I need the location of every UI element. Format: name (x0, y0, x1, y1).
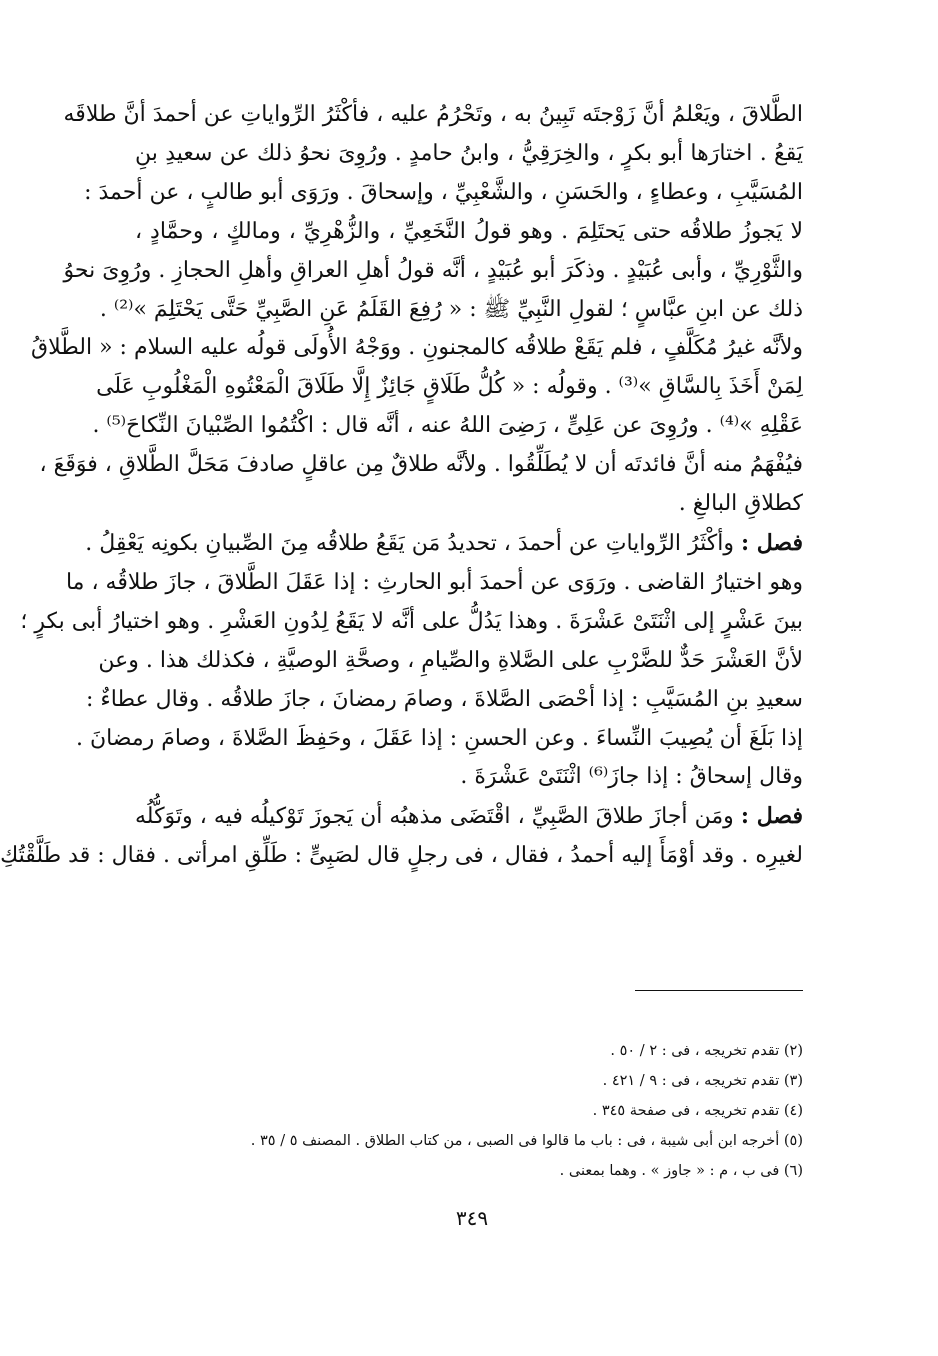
text-line: وأكْثَرُ الرِّواياتِ عن أحمدَ ، تحديدُ مَن يَقَعُ طلاقُه مِنَ الصِّبيانِ بكونِه يَعْقِلُ . (85, 530, 734, 556)
text-line: لا يَجوزُ طلاقُه حتى يَحتَلِمَ . وهو قولُ النَّخَعِيِّ ، والزُّهْرِيِّ ، ومالكٍ ، وحمَّادٍ ، (135, 218, 803, 244)
text-line: لغيرِه . وقد أوْمَأَ إليه أحمدُ ، فقال ، فى رجلٍ قال لصَبِىٍّ : طَلِّقِ امرأتى . فقال : قد طَلَّقْتُكِ (0, 843, 803, 869)
text-line: يَقعُ . اختارَها أبو بكرٍ ، والخِرَقِيُّ ، وابنُ حامدٍ . ورُوِىَ نحوُ ذلك عن سعيدِ بنِ (135, 140, 803, 166)
page-number: ٣٤٩ (455, 1206, 489, 1230)
text-line: كطلاقِ البالغِ . (678, 491, 803, 517)
text-line: الطَّلاقَ ، ويَعْلمُ أنَّ زَوْجتَه تَبِينُ به ، وتَحْرُمُ عليه ، فأكْثَرُ الرِّواياتِ عن أحمدَ أنَّ طلاقَه (63, 102, 803, 127)
text-line: وقال إسحاقُ : إذا جازَ⁽⁶⁾ اثْنَتَىْ عَشْرَةَ . (460, 764, 803, 790)
footnote: (٥) أخرجه ابن أبى شيبة ، فى : باب ما قالوا فى الصبى ، من كتاب الطلاق . المصنف ٥ / ٣٥ . (250, 1133, 803, 1149)
text-line: عَقْلِهِ »⁽⁴⁾ . ورُوِىَ عن عَلِىٍّ ، رَضِىَ اللهُ عنه ، أنَّه قال : اكْتُمُوا الصِّبْيانَ النِّكاحَ⁽⁵⁾ . (92, 413, 803, 439)
text-line: فيُفْهَمُ منه أنَّ فائدتَه أن لا يُطَلِّقُوا . ولأنَّه طلاقٌ مِن عاقلٍ صادفَ مَحَلَّ الطَّلاقِ ، فوَقَعَ ، (39, 452, 803, 478)
footnotes (135, 1036, 803, 1186)
main-text (0, 96, 803, 876)
text-line: لِمَنْ أَخَذَ بِالسَّاقِ »⁽³⁾ . وقولُه : « كُلُّ طَلَاقٍ جَائِزٌ إِلَّا طَلَاقَ الْمَعْتُوهِ الْمَغْلُوبِ عَلَى (96, 374, 803, 400)
text-line: لأنَّ العَشْرَ حَدٌّ للضَّرْبِ على الصَّلاةِ والصِّيامِ ، وصحَّةِ الوصيَّةِ ، فكذلك هذا . وعن (98, 647, 803, 673)
text-line: إذا بَلَغَ أن يُصِيبَ النِّساءَ . وعن الحسنِ : إذا عَقَلَ ، وحَفِظَ الصَّلاةَ ، وصامَ رمضانَ . (75, 725, 803, 751)
text-line: ومَن أجازَ طلاقَ الصَّبِيِّ ، اقْتَضَى مذهبُه أن يَجوزَ تَوْكيلُه فيه ، وتَوَكُّلُه (135, 804, 734, 830)
text-line: ذلك عن ابنِ عبَّاسٍ ؛ لقولِ النَّبِيِّ ﷺ : « رُفِعَ القَلَمُ عَنِ الصَّبِيِّ حَتَّى يَحْتَلِمَ »⁽²⁾ . (99, 296, 803, 322)
section-first-line (85, 524, 803, 564)
footnote: (٦) فى ب ، م : « جاوز » . وهما بمعنى . (559, 1163, 803, 1179)
footnote: (٢) تقدم تخريجه ، فى : ٢ / ٥٠ . (610, 1043, 803, 1059)
footnote: (٤) تقدم تخريجه ، فى صفحة ٣٤٥ . (592, 1103, 803, 1119)
text-line: سعيدِ بنِ المُسَيَّبِ : إذا أحْصَى الصَّلاةَ ، وصامَ رمضانَ ، جازَ طلاقُه . وقال عطاءٌ : (85, 686, 803, 712)
text-line: المُسَيَّبِ ، وعطاءٍ ، والحَسَنِ ، والشَّعْبِيِّ ، وإسحاقَ . ورَوَى أبو طالبٍ ، عن أحمدَ : (84, 179, 803, 205)
section-heading: فصل : (740, 529, 803, 556)
footnote: (٣) تقدم تخريجه ، فى : ٩ / ٤٢١ . (602, 1073, 803, 1089)
text-line: وهو اختيارُ القاضى . ورَوَى عن أحمدَ أبو الحارثِ : إذا عَقَلَ الطَّلاقَ ، جازَ طلاقُه ، ما (65, 569, 803, 595)
text-line: بينَ عَشْرٍ إلى اثْنَتَىْ عَشْرَةَ . وهذا يَدُلُّ على أنَّه لا يَقَعُ لِدُونِ العَشْرِ . وهو اختيارُ أبى بكرٍ ؛ (20, 608, 803, 634)
text-line: ولأنَّه غيرُ مُكَلَّفٍ ، فلم يَقَعْ طلاقُه كالمجنونِ . ووَجْهُ الأُولَى قولُه عليه السلام : « الطَّلاقُ (31, 335, 803, 361)
footnote-divider (635, 990, 803, 991)
section-first-line (135, 797, 803, 837)
text-line: والثَّوْرِيِّ ، وأبى عُبَيْدٍ . وذكَرَ أبو عُبَيْدٍ ، أنَّه قولُ أهلِ العراقِ وأهلِ الحجازِ . ورُوِىَ نحوُ (63, 257, 803, 283)
section-heading: فصل : (740, 803, 803, 830)
